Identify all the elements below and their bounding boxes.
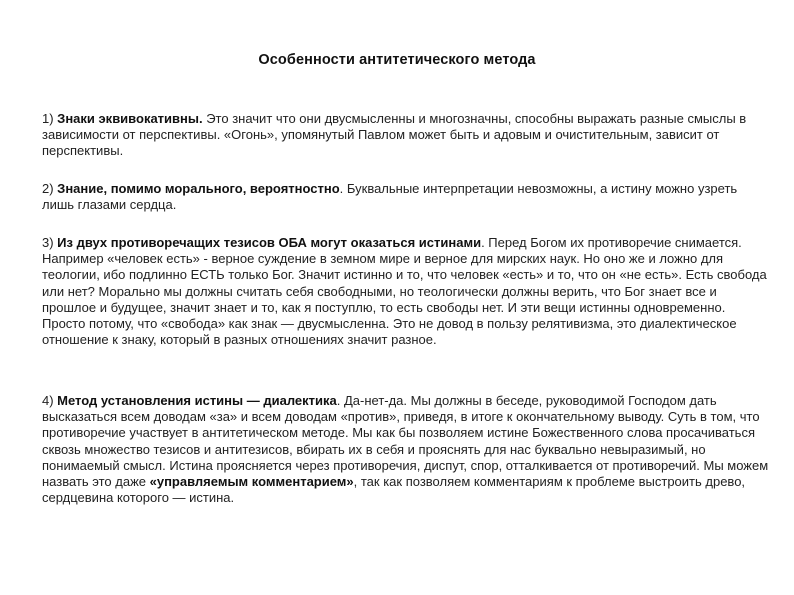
item-heading: Знание, помимо морального, вероятностно: [57, 181, 340, 196]
paragraph-1: [42, 111, 772, 160]
item-text: . Да-нет-да. Мы должны в беседе, руководимой Господом дать высказаться всем доводам «за» и всем доводам «против», приведя, в итоге к окончательному выводу. Суть в том, что противоречие участвует в антитетическом методе. Мы как бы позволяем истине Божественного слова просачиваться сквозь множество тезисов и антитезисов, вбирать их в себя и прояснять для нас буквально невыразимый, но понимаемый смысл. Истина проясняется через противоречия, диспут, спор, отталкивается от противоречий. Мы можем назвать это даже: [42, 393, 769, 490]
item-number: 4): [42, 393, 58, 408]
item-number: 2): [42, 181, 58, 196]
item-heading: Из двух противоречащих тезисов ОБА могут оказаться истинами: [57, 235, 482, 250]
item-text: . Буквальные интерпретации невозможны, а истину можно узреть лишь глазами сердца.: [42, 181, 738, 213]
item-text: Это значит что они двусмысленны и многозначны, способны выражать разные смыслы в зависимости от перспективы. «Огонь», упомянутый Павлом может быть и адовым и очистительным, зависит от перспективы.: [42, 111, 747, 159]
paragraph-4: [42, 393, 772, 506]
item-heading: Знаки эквивокативны.: [57, 111, 203, 126]
item-number: 3): [42, 235, 58, 250]
paragraph-2: [42, 181, 772, 213]
slide-title: Особенности антитетического метода: [258, 52, 536, 68]
item-emphasis: «управляемым комментарием»: [149, 474, 354, 490]
item-number: 1): [42, 111, 58, 126]
paragraph-3: [42, 235, 772, 348]
item-heading: Метод установления истины — диалектика: [57, 393, 337, 408]
item-text-continued: , так как позволяем комментариям к проблеме выстроить древо, сердцевина которого — истина.: [42, 474, 746, 506]
item-text: . Перед Богом их противоречие снимается. Например «человек есть» - верное суждение в земном мире и верное для мирских наук. Но оно же и ложно для теологии, ибо подлинно ЕСТЬ только Бог. Значит истинно и то, что человек «есть» и то, что он «не есть». Есть свобода или нет? Морально мы должны считать себя свободными, но теологически должны верить, что Бог знает все и прошлое и будущее, значит знает и то, как я поступлю, то есть свободы нет. И эти вещи истинны одновременно. Просто потому, что «свобода» как знак — двусмысленна. Это не довод в пользу релятивизма, это диалектическое отношение к знаку, который в разных отношениях значит разное.: [42, 235, 767, 348]
